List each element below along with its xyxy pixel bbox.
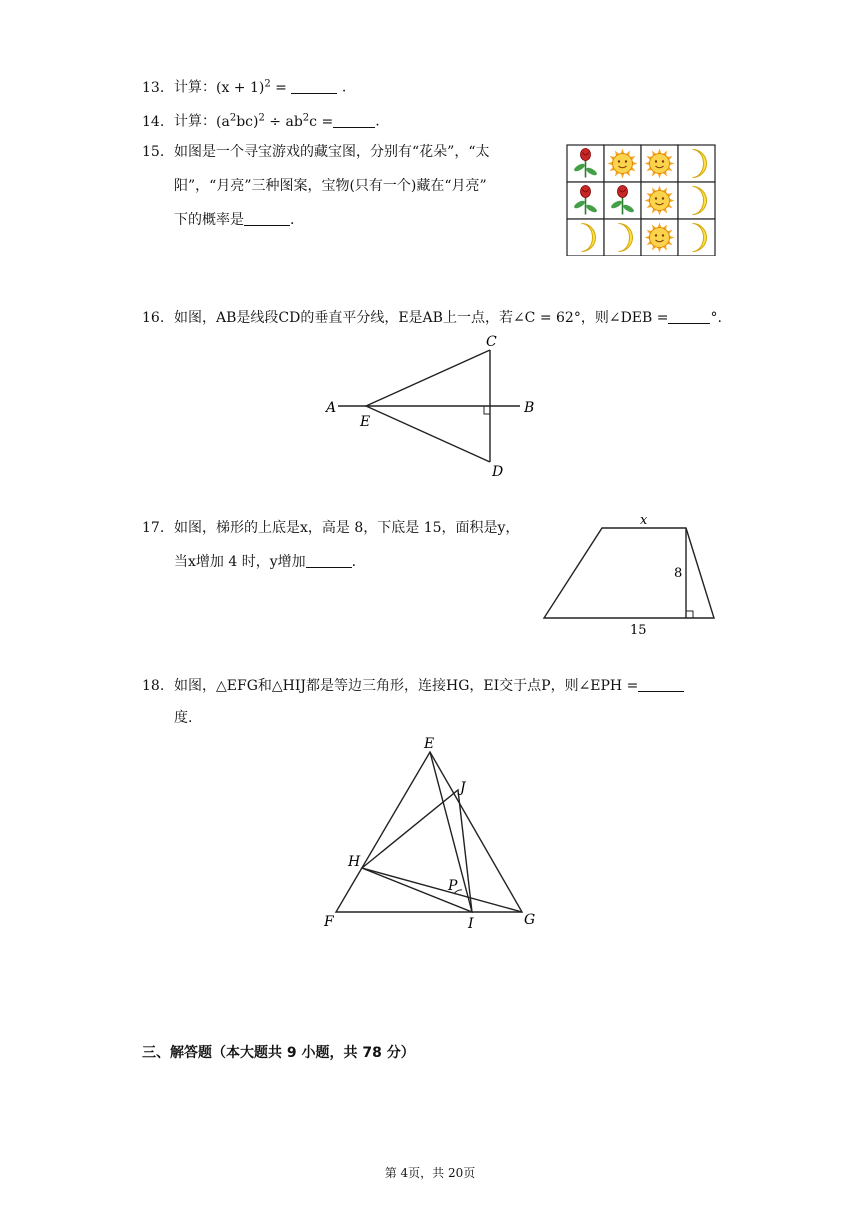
label-E: E [360, 414, 371, 430]
segment-ED [366, 406, 490, 462]
grid-cell-sun [641, 145, 678, 182]
right-angle-mark [484, 406, 490, 414]
question-17-line-2: 当x增加 4 时，y增加 . [174, 554, 357, 570]
answer-blank[interactable] [306, 553, 352, 568]
label-A: A [326, 400, 337, 416]
answer-blank[interactable] [291, 79, 337, 94]
question-expression: $(x + 1)^2$ = [216, 78, 287, 96]
answer-blank[interactable] [638, 677, 684, 692]
question-number: 16. [142, 310, 165, 326]
triangle-EFG [336, 752, 522, 912]
grid-cell-moon [604, 219, 641, 256]
question-15 [142, 142, 489, 162]
figure-18 [318, 730, 548, 934]
question-number: 17. [142, 520, 165, 536]
label-H: H [348, 854, 361, 870]
answer-blank[interactable] [668, 309, 710, 324]
question-15-line-3: 下的概率是 . [174, 212, 295, 228]
answer-blank[interactable] [244, 211, 290, 226]
question-prefix: 计算： [174, 113, 216, 130]
question-line-1: 如图，△EFG和△HIJ都是等边三角形，连接HG，EI交于点P，则∠EPH = [174, 678, 639, 694]
treasure-map-grid [566, 144, 716, 260]
grid-cell-moon [678, 145, 715, 182]
grid-cell-moon [567, 219, 604, 256]
treasure-grid-svg [566, 144, 716, 256]
grid-cell-flower [604, 182, 641, 219]
label-I: I [468, 916, 474, 932]
grid-cell-sun [641, 182, 678, 219]
section-title: 三、解答题（本大题共 9 小题，共 78 分） [142, 1045, 415, 1061]
question-line-1: 如图，梯形的上底是x，高是 8，下底是 15，面积是y， [174, 520, 520, 536]
label-J: J [460, 780, 466, 796]
label-height: 8 [674, 566, 683, 581]
label-F: F [324, 914, 334, 930]
grid-cell-flower [567, 145, 604, 182]
segment-HG [362, 868, 522, 912]
label-G: G [524, 912, 536, 928]
grid-cell-moon [678, 182, 715, 219]
question-number: 18. [142, 678, 165, 694]
page-footer: 第 4页，共 20页 [384, 1166, 476, 1180]
question-15-line-2: 阳”，“月亮”三种图案，宝物(只有一个)藏在“月亮” [174, 178, 487, 194]
question-number: 15. [142, 144, 165, 160]
figure-17-trapezoid [536, 508, 726, 640]
label-P: P [448, 878, 458, 894]
grid-cell-flower [567, 182, 604, 219]
label-B: B [524, 400, 535, 416]
question-17 [142, 518, 519, 538]
right-angle-mark [686, 611, 693, 618]
figure-16 [318, 328, 548, 480]
label-bottom-base: 15 [630, 623, 647, 638]
question-text: 如图，AB是线段CD的垂直平分线，E是AB上一点，若∠C = 62°，则∠DEB = [174, 310, 669, 326]
question-expression: $(a^2bc)^2 \div ab^2c$ = [216, 112, 334, 130]
question-prefix: 计算： [174, 79, 216, 96]
question-18 [142, 676, 684, 696]
question-13: 13. 计算：$(x + 1)^2$ = . [142, 78, 347, 96]
question-14: 14. 计算：$(a^2bc)^2 \div ab^2c$ = . [142, 112, 380, 130]
grid-cell-moon [678, 219, 715, 256]
grid-cell-sun [641, 219, 678, 256]
label-top-base: x [640, 513, 648, 528]
question-number: 14. [142, 113, 165, 130]
segment-EC [366, 350, 490, 406]
trapezoid [544, 528, 714, 618]
question-16: 16. 如图，AB是线段CD的垂直平分线，E是AB上一点，若∠C = 62°，则∠DEB = °. [142, 310, 722, 326]
question-18-line-2: 度. [174, 710, 193, 726]
label-E: E [424, 736, 435, 752]
label-C: C [486, 334, 497, 350]
question-line-1: 如图是一个寻宝游戏的藏宝图，分别有“花朵”，“太 [174, 144, 490, 160]
label-D: D [492, 464, 504, 480]
answer-blank[interactable] [333, 113, 375, 128]
grid-cell-sun [604, 145, 641, 182]
question-number: 13. [142, 79, 165, 96]
